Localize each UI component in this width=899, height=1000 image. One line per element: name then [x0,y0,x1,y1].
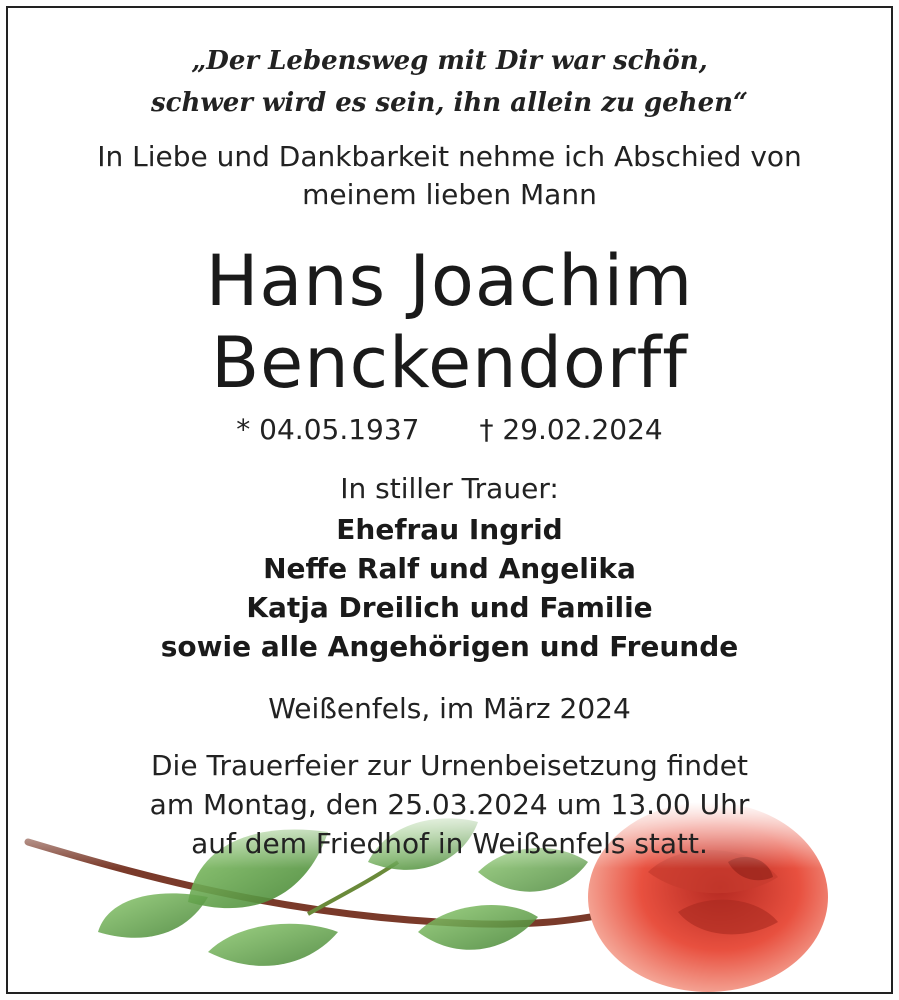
service-line-3: auf dem Friedhof in Weißenfels statt. [191,827,708,860]
memorial-quote [8,40,891,124]
life-dates [8,412,891,448]
service-line-2: am Montag, den 25.03.2024 um 13.00 Uhr [149,788,750,821]
service-info [8,746,891,863]
mourner-3: Katja Dreilich und Familie [246,591,653,624]
death-date: † 29.02.2024 [479,413,663,446]
obituary-frame [6,6,893,994]
mourners-label: In stiller Trauer: [340,472,559,505]
quote-line-1: „Der Lebensweg mit Dir war schön, [191,46,708,76]
intro-line-2: meinem lieben Mann [302,178,597,211]
intro-text [8,138,891,214]
mourners-list [8,510,891,666]
mourner-4: sowie alle Angehörigen und Freunde [160,630,739,663]
mourner-2: Neffe Ralf und Angelika [263,552,636,585]
deceased-first-name: Hans Joachim [205,240,694,322]
mourner-1: Ehefrau Ingrid [336,513,563,546]
quote-line-2: schwer wird es sein, ihn allein zu gehen“ [151,88,748,118]
birth-date: * 04.05.1937 [236,413,420,446]
place-date: Weißenfels, im März 2024 [268,692,631,725]
intro-line-1: In Liebe und Dankbarkeit nehme ich Abschied von [97,140,802,173]
deceased-last-name: Benckendorff [211,322,688,404]
deceased-name [8,240,891,404]
service-line-1: Die Trauerfeier zur Urnenbeisetzung findet [151,749,748,782]
